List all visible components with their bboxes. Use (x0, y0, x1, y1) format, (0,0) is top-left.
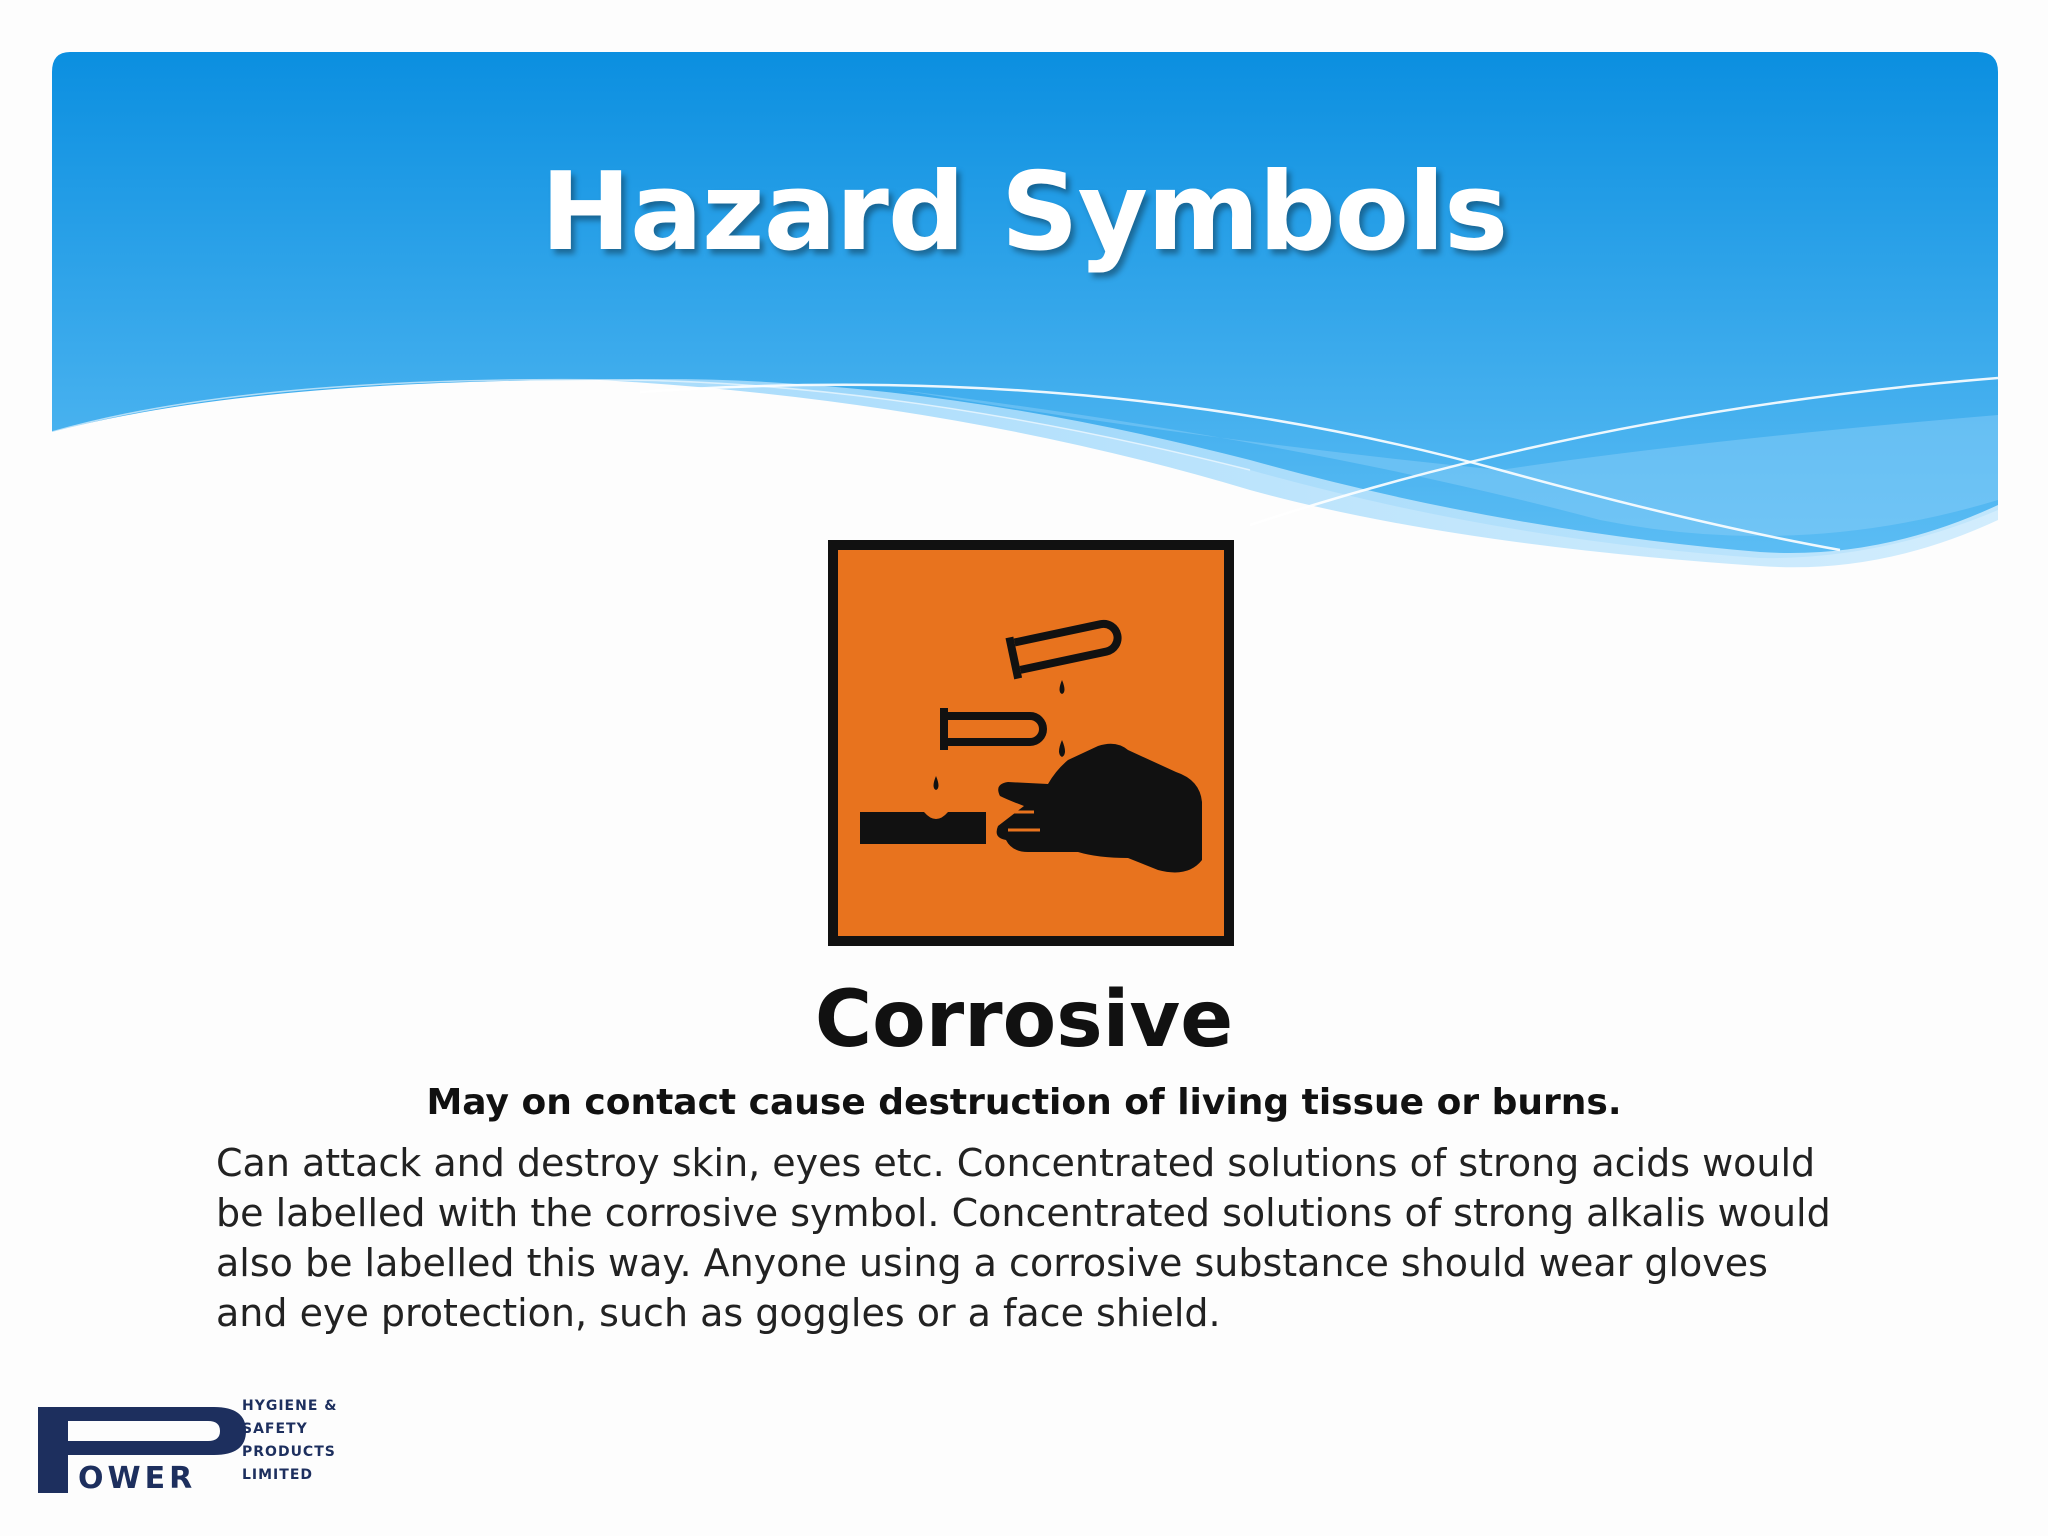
header-wave-banner (0, 0, 2048, 600)
logo-line: HYGIENE & (242, 1398, 338, 1414)
logo-word: OWER (78, 1461, 197, 1496)
logo-line: PRODUCTS (242, 1444, 336, 1460)
hazard-subtitle: May on contact cause destruction of living tissue or burns. (426, 1082, 1622, 1123)
company-logo (36, 1395, 376, 1505)
logo-company-lines (242, 1395, 337, 1487)
logo-line: SAFETY (242, 1421, 308, 1437)
corrosive-icon (828, 540, 1234, 946)
slide-title: Hazard Symbols (540, 150, 1508, 275)
logo-line: LIMITED (242, 1467, 314, 1483)
hazard-description: Can attack and destroy skin, eyes etc. Concentrated solutions of strong acids would be labelled with the corrosive symbol. Concentrated solutions of strong alkalis would also be labelled this way. Anyone using a corrosive substance should wear gloves and eye protection, such as goggles or a face shield. (216, 1141, 1831, 1335)
hazard-name: Corrosive (814, 975, 1234, 1065)
